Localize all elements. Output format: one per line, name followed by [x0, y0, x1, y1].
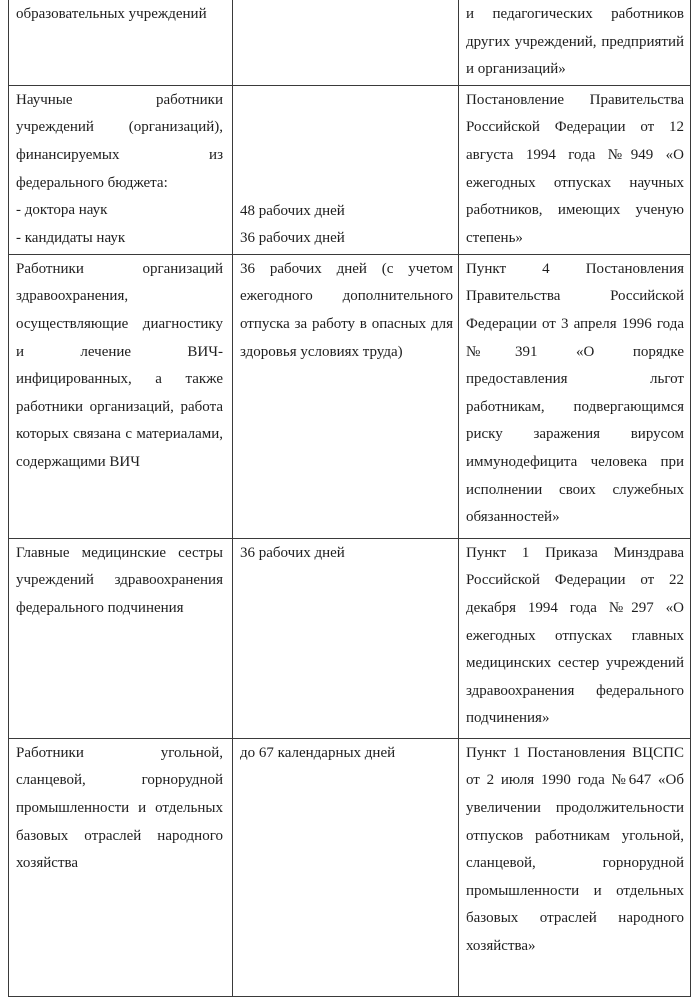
basis-cell [459, 85, 691, 254]
duration-paragraph: 36 рабочих дней (с учетом ежегодного дополнительного отпуска за работу в опасных для здоровья условиях труда) [240, 260, 453, 360]
category-paragraph: образовательных учреждений [16, 6, 207, 22]
duration-cell [233, 85, 459, 254]
basis-cell [459, 254, 691, 538]
basis-cell [459, 738, 691, 996]
duration-cell [233, 254, 459, 538]
category-cell [9, 738, 233, 996]
category-paragraph: Работники организаций здравоохранения, осуществляющие диагностику и лечение ВИЧ-инфицированных, а также работники организаций, работа которых связана с материалами, содержащими ВИЧ [16, 260, 223, 470]
duration-paragraph: 36 рабочих дней [240, 544, 345, 561]
duration-cell [233, 738, 459, 996]
table-row [9, 0, 691, 85]
table-row [9, 85, 691, 254]
basis-paragraph: Пункт 4 Постановления Правительства Российской Федерации от 3 апреля 1996 года №391 «О порядке предоставления льгот работникам, подвергающимся риску заражения вирусом иммунодефицита человека при исполнении своих служебных обязанностей» [466, 260, 684, 526]
table-row [9, 738, 691, 996]
basis-cell [459, 538, 691, 738]
table-body [9, 0, 691, 996]
duration-cell [233, 538, 459, 738]
category-paragraph: Научные работники учреждений (организаций), финансируемых из федерального бюджета: [16, 91, 223, 191]
duration-paragraph: 48 рабочих дней [240, 202, 345, 219]
table-row [9, 254, 691, 538]
category-paragraph: Работники угольной, сланцевой, горнорудной промышленности и отдельных базовых отраслей народного хозяйства [16, 744, 223, 872]
category-paragraph: - доктора наук [16, 202, 108, 219]
duration-paragraph: 36 рабочих дней [240, 230, 345, 247]
category-cell [9, 85, 233, 254]
category-cell [9, 0, 233, 85]
basis-paragraph: Постановление Правительства Российской Федерации от 12 августа 1994 года №949 «О ежегодных отпусках научных работников, имеющих ученую степень» [466, 91, 684, 246]
category-paragraph: Главные медицинские сестры учреждений здравоохранения федерального подчинения [16, 544, 223, 616]
category-cell [9, 254, 233, 538]
basis-paragraph: Пункт 1 Постановления ВЦСПС от 2 июля 1990 года №647 «Об увеличении продолжительности отпусков работникам угольной, сланцевой, горнорудной промышленности и отдельных базовых отраслей народного хозяйства» [466, 744, 684, 954]
vacation-duration-table [8, 0, 691, 997]
duration-paragraph: до 67 календарных дней [240, 744, 396, 761]
category-cell [9, 538, 233, 738]
basis-paragraph: Пункт 1 Приказа Минздрава Российской Федерации от 22 декабря 1994 года №297 «О ежегодных отпусках главных медицинских сестер учреждений здравоохранения федерального подчинения» [466, 544, 684, 727]
category-paragraph: - кандидаты наук [16, 229, 126, 246]
table-row [9, 538, 691, 738]
basis-paragraph: и педагогических работников других учреждений, предприятий и организаций» [466, 6, 684, 78]
basis-cell [459, 0, 691, 85]
duration-cell [233, 0, 459, 85]
